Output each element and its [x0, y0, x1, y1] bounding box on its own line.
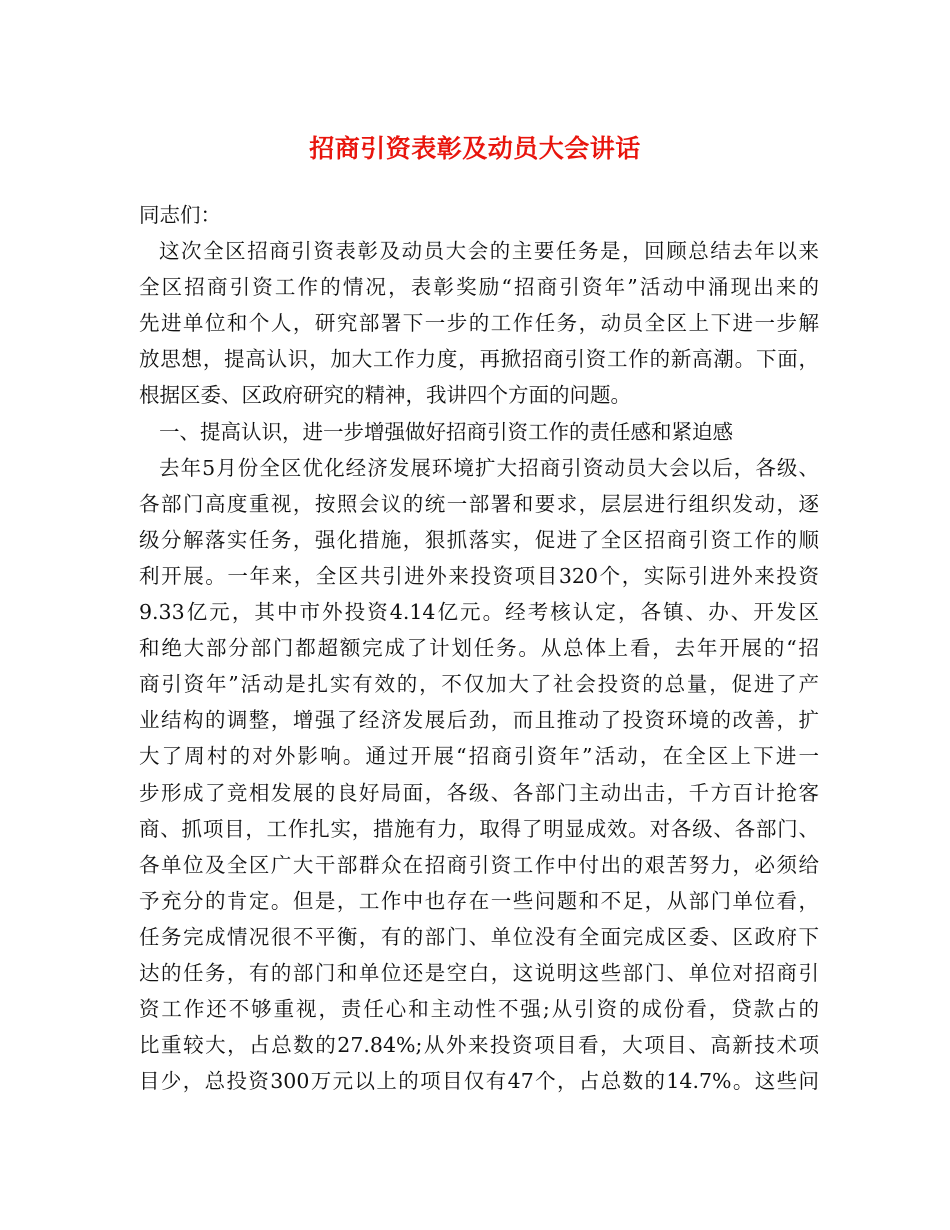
text-line: 利开展。一年来，全区共引进外来投资项目320个，实际引进外来投资 — [139, 563, 819, 588]
text-line: 一、提高认识，进一步增强做好招商引资工作的责任感和紧迫感 — [159, 419, 733, 444]
text-line: 去年5月份全区优化经济发展环境扩大招商引资动员大会以后，各级、 — [159, 455, 819, 480]
text-line: 予充分的肯定。但是，工作中也存在一些问题和不足，从部门单位看， — [139, 888, 819, 913]
document-title: 招商引资表彰及动员大会讲话 — [309, 134, 641, 163]
text-line: 这次全区招商引资表彰及动员大会的主要任务是，回顾总结去年以来 — [159, 239, 819, 264]
text-line: 各部门高度重视，按照会议的统一部署和要求，层层进行组织发动，逐 — [139, 491, 819, 516]
text-line: 全区招商引资工作的情况，表彰奖励“招商引资年”活动中涌现出来的 — [139, 275, 819, 300]
text-line: 商引资年”活动是扎实有效的，不仅加大了社会投资的总量，促进了产 — [139, 672, 819, 697]
text-line: 资工作还不够重视，责任心和主动性不强;从引资的成份看，贷款占的 — [139, 997, 819, 1022]
text-line: 放思想，提高认识，加大工作力度，再掀招商引资工作的新高潮。下面， — [139, 347, 819, 372]
text-line: 商、抓项目，工作扎实，措施有力，取得了明显成效。对各级、各部门、 — [139, 816, 819, 841]
document-body — [139, 197, 819, 1099]
text-line: 各单位及全区广大干部群众在招商引资工作中付出的艰苦努力，必须给 — [139, 852, 819, 877]
text-line: 达的任务，有的部门和单位还是空白，这说明这些部门、单位对招商引 — [139, 960, 819, 985]
text-line: 9.33亿元，其中市外投资4.14亿元。经考核认定，各镇、办、开发区 — [139, 600, 819, 625]
text-line: 比重较大，占总数的27.84%;从外来投资项目看，大项目、高新技术项 — [139, 1033, 819, 1058]
text-line: 大了周村的对外影响。通过开展“招商引资年”活动，在全区上下进一 — [139, 744, 819, 769]
text-line: 级分解落实任务，强化措施，狠抓落实，促进了全区招商引资工作的顺 — [139, 527, 819, 552]
text-line: 同志们： — [139, 203, 221, 227]
text-line: 步形成了竞相发展的良好局面，各级、各部门主动出击，千方百计抢客 — [139, 780, 819, 805]
text-line: 目少，总投资300万元以上的项目仅有47个，占总数的14.7%。这些问 — [139, 1069, 819, 1094]
text-line: 先进单位和个人，研究部署下一步的工作任务，动员全区上下进一步解 — [139, 311, 819, 336]
text-line: 根据区委、区政府研究的精神，我讲四个方面的问题。 — [139, 383, 631, 408]
text-line: 任务完成情况很不平衡，有的部门、单位没有全面完成区委、区政府下 — [139, 924, 819, 949]
text-line: 和绝大部分部门都超额完成了计划任务。从总体上看，去年开展的“招 — [139, 636, 819, 661]
text-line: 业结构的调整，增强了经济发展后劲，而且推动了投资环境的改善，扩 — [139, 708, 819, 733]
